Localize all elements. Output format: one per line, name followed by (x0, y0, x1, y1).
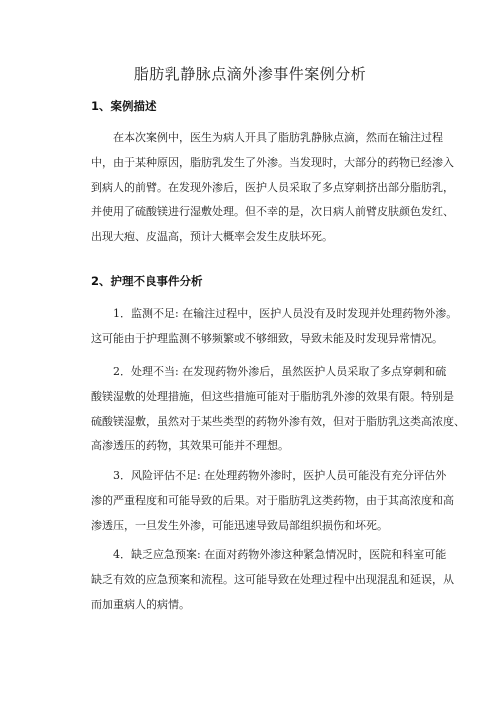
text-line: 在本次案例中，医生为病人开具了脂肪乳静脉点滴，然而在输注过程 (113, 131, 443, 144)
analysis-item-monitoring (91, 302, 458, 352)
text-line: 3．风险评估不足: 在处理药物外渗时，医护人员可能没有充分评估外 (113, 469, 447, 482)
text-line: 这可能由于护理监测不够频繁或不够细致，导致未能及时发现异常情况。 (91, 331, 443, 345)
text-line: 1．监测不足: 在输注过程中，医护人员没有及时发现并处理药物外渗。 (113, 307, 458, 320)
analysis-item-handling (91, 360, 465, 459)
text-line: 2．处理不当: 在发现药物外渗后，虽然医护人员采取了多点穿刺和硫 (113, 365, 447, 378)
section-heading-case-description: 1、案例描述 (91, 99, 157, 113)
text-line: 高渗透压的药物，其效果可能并不理想。 (91, 439, 289, 453)
text-line: 硫酸镁湿敷，虽然对于某些类型的药物外渗有效，但对于脂肪乳这类高浓度、 (91, 414, 465, 428)
text-line: 并使用了硫酸镁进行湿敷处理。但不幸的是，次日病人前臂皮肤颜色发红、 (91, 205, 454, 219)
text-line: 中，由于某种原因，脂肪乳发生了外渗。当发现时，大部分的药物已经渗入 (91, 155, 454, 169)
section-heading-adverse-event-analysis: 2、护理不良事件分析 (91, 274, 203, 288)
text-line: 缺乏有效的应急预案和流程。这可能导致在处理过程中出现混乱和延误，从 (91, 572, 454, 586)
text-line: 到病人的前臂。在发现外渗后，医护人员采取了多点穿刺挤出部分脂肪乳， (91, 180, 454, 194)
analysis-item-risk-assessment (91, 464, 454, 538)
case-description-paragraph (91, 126, 454, 250)
text-line: 出现大疱、皮温高，预计大概率会发生皮肤坏死。 (91, 230, 333, 244)
document-title: 脂肪乳静脉点滴外渗事件案例分析 (133, 65, 367, 83)
text-line: 渗透压，一旦发生外渗，可能迅速导致局部组织损伤和坏死。 (91, 518, 388, 532)
text-line: 酸镁湿敷的处理措施，但这些措施可能对于脂肪乳外渗的效果有限。特别是 (91, 389, 454, 403)
text-line: 4．缺乏应急预案: 在面对药物外渗这种紧急情况时，医院和科室可能 (113, 548, 447, 561)
text-line: 渗的严重程度和可能导致的后果。对于脂肪乳这类药物，由于其高浓度和高 (91, 493, 454, 507)
text-line: 而加重病人的病情。 (91, 597, 190, 611)
analysis-item-emergency-plan (91, 543, 454, 617)
